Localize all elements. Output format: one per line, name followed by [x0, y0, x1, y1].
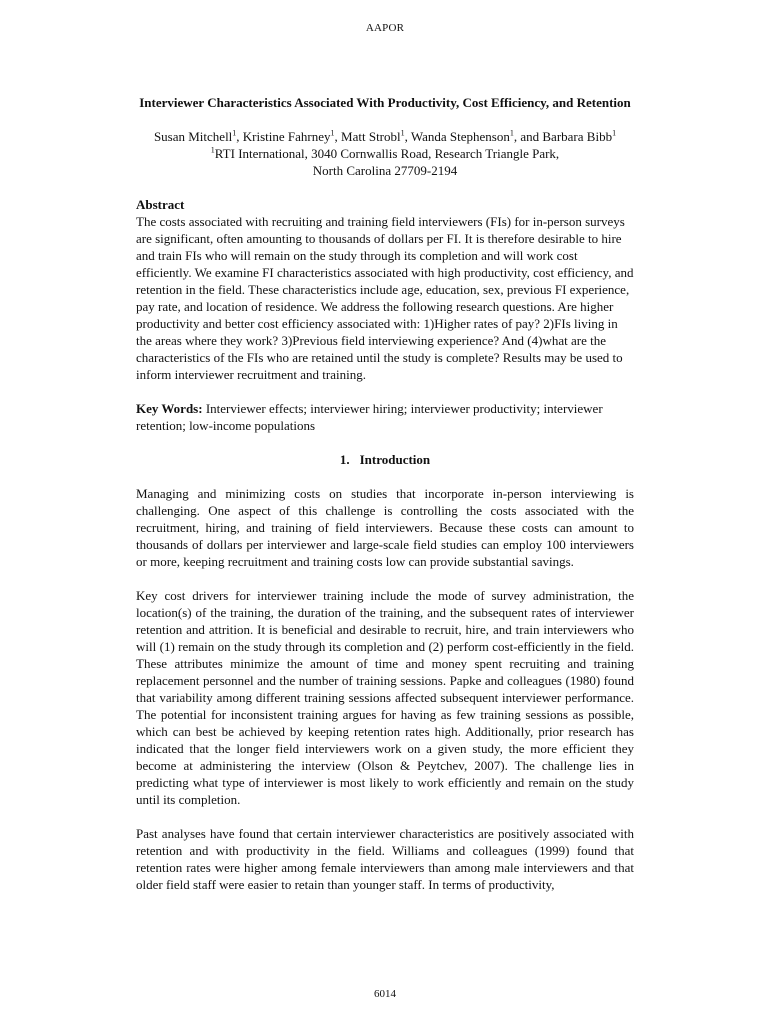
author-name: Wanda Stephenson — [410, 129, 510, 144]
body-paragraph: Past analyses have found that certain interviewer characteristics are positively associated with retention and with productivity in the field. Williams and colleagues (1999) found that retention rates were higher among female interviewers than among male interviewers and that older field staff were easier to retain than younger staff. In terms of productivity, — [136, 826, 634, 892]
keywords — [136, 400, 634, 434]
affiliation-line: RTI International, 3040 Cornwallis Road, Research Triangle Park, — [214, 146, 560, 161]
page-number: 6014 — [374, 988, 396, 1000]
author-name: Susan Mitchell — [153, 129, 233, 144]
affiliation-mark: 1 — [232, 128, 237, 138]
author-name: Kristine Fahrney — [242, 129, 331, 144]
section-heading — [136, 451, 634, 468]
abstract-text: The costs associated with recruiting and training field interviewers (FIs) for in-person surveys are significant, often amounting to thousands of dollars per FI. It is therefore desirable to hire and train FIs who will remain on the study through its completion and will work cost efficiently. We examine FI characteristics associated with high productivity, cost efficiency, and retention in the field. These characteristics include age, education, sex, previous FI experience, pay rate, and location of residence. We address the following research questions. Are higher productivity and better cost efficiency associated with: 1)Higher rates of pay? 2)FIs living in the areas where they work? 3)Previous field interviewing experience? And (4)what are the characteristics of the FIs who are retained until the study is complete? Results may be used to inform interviewer recruitment and training. — [136, 214, 634, 382]
body-paragraph: Managing and minimizing costs on studies that incorporate in-person interviewing is challenging. One aspect of this challenge is controlling the costs associated with the recruitment, hiring, and training of field interviewers. Because these costs can amount to thousands of dollars per interviewer and large-scale field studies can employ 100 interviewers or more, keeping recruitment and training costs low can provide substantial savings. — [136, 486, 634, 569]
keywords-label: Key Words: — [136, 401, 203, 416]
affiliation-mark: 1 — [210, 145, 215, 155]
affiliation-mark: 1 — [509, 128, 514, 138]
keywords-text: Interviewer effects; interviewer hiring; interviewer productivity; interviewer retention; low-income populations — [136, 401, 603, 433]
abstract-heading: Abstract — [136, 197, 185, 212]
affiliation — [136, 145, 634, 179]
affiliation-mark: 1 — [612, 128, 617, 138]
page-body — [136, 94, 634, 893]
affiliation-mark: 1 — [330, 128, 335, 138]
affiliation-line: North Carolina 27709-2194 — [312, 163, 458, 178]
author-name: Matt Strobl — [341, 129, 401, 144]
affiliation-mark: 1 — [400, 128, 405, 138]
section-title: Introduction — [359, 452, 431, 467]
section-number: 1. — [339, 452, 350, 467]
author-list: Susan Mitchell$^1$, Kristine Fahrney$^1$, Matt Strobl$^1$, Wanda Stephenson$^1$, and Barbara Bibb$^1$ — [153, 128, 617, 144]
author-name: Barbara Bibb — [542, 129, 613, 144]
body-paragraph: Key cost drivers for interviewer training include the mode of survey administration, the location(s) of the training, the duration of the training, and the subsequent rates of interviewer retention and attrition. It is beneficial and desirable to recruit, hire, and train interviewers who will (1) remain on the study through its completion and (2) perform cost-efficiently in the field. These attributes minimize the amount of time and money spent recruiting and training replacement personnel and the number of training sessions. Papke and colleagues (1980) found that variability among different training sessions affected subsequent interviewer performance. The potential for inconsistent training argues for having as few training sessions as possible, which can best be achieved by keeping retention rates high. Additionally, prior research has indicated that the longer field interviewers work on a given study, the more efficient they become at administering the interview (Olson & Peytchev, 2007). The challenge lies in predicting what type of interviewer is most likely to work efficiently and remain on the study until its completion. — [136, 588, 634, 807]
paper-title: Interviewer Characteristics Associated With Productivity, Cost Efficiency, and Retention — [139, 95, 631, 110]
running-header: AAPOR — [365, 22, 405, 34]
